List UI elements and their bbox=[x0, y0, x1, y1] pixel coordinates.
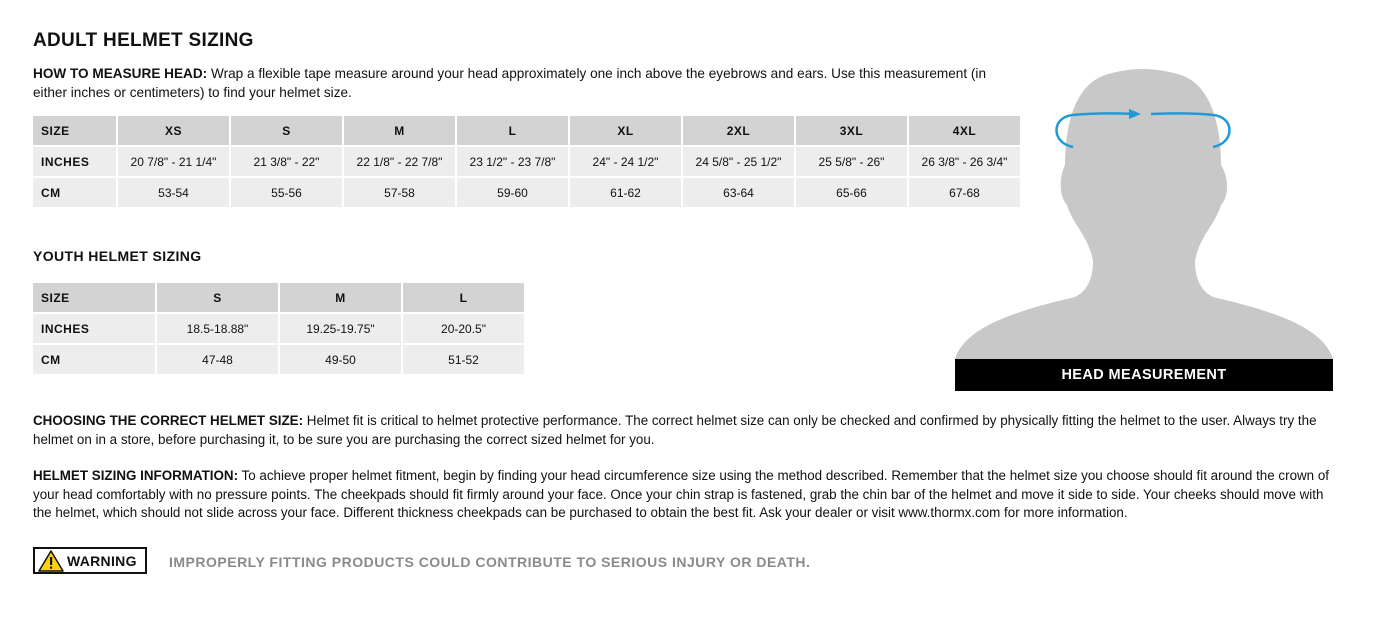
youth-cm-cell: 49-50 bbox=[280, 345, 401, 374]
warning-triangle-icon bbox=[38, 550, 64, 572]
head-measurement-label: HEAD MEASUREMENT bbox=[955, 359, 1333, 391]
adult-inches-cell: 26 3/8" - 26 3/4" bbox=[909, 147, 1020, 176]
youth-inches-cell: 18.5-18.88" bbox=[157, 314, 278, 343]
adult-size-table bbox=[31, 114, 1022, 209]
choosing-size-label: CHOOSING THE CORRECT HELMET SIZE: bbox=[33, 413, 304, 428]
adult-inches-cell: 24 5/8" - 25 1/2" bbox=[683, 147, 794, 176]
adult-cm-label: CM bbox=[33, 178, 116, 207]
youth-size-header-row bbox=[33, 283, 524, 312]
adult-size-cell: M bbox=[344, 116, 455, 145]
youth-size-cell: S bbox=[157, 283, 278, 312]
adult-size-cell: S bbox=[231, 116, 342, 145]
warning-badge bbox=[33, 547, 147, 574]
adult-size-label: SIZE bbox=[33, 116, 116, 145]
adult-cm-cell: 61-62 bbox=[570, 178, 681, 207]
adult-cm-cell: 65-66 bbox=[796, 178, 907, 207]
adult-size-cell: 3XL bbox=[796, 116, 907, 145]
youth-size-table bbox=[31, 281, 526, 376]
adult-size-cell: XS bbox=[118, 116, 229, 145]
adult-size-cell: XL bbox=[570, 116, 681, 145]
adult-inches-cell: 20 7/8" - 21 1/4" bbox=[118, 147, 229, 176]
page-title: ADULT HELMET SIZING bbox=[33, 30, 254, 51]
adult-inches-label: INCHES bbox=[33, 147, 116, 176]
adult-cm-cell: 59-60 bbox=[457, 178, 568, 207]
adult-inches-cell: 21 3/8" - 22" bbox=[231, 147, 342, 176]
adult-inches-cell: 25 5/8" - 26" bbox=[796, 147, 907, 176]
youth-section-title: YOUTH HELMET SIZING bbox=[33, 248, 202, 264]
sizing-info-label: HELMET SIZING INFORMATION: bbox=[33, 468, 239, 483]
warning-message: IMPROPERLY FITTING PRODUCTS COULD CONTRIBUTE TO SERIOUS INJURY OR DEATH. bbox=[169, 554, 811, 570]
adult-cm-cell: 55-56 bbox=[231, 178, 342, 207]
choosing-size-text: Helmet fit is critical to helmet protective performance. The correct helmet size can only be checked and confirmed by physically fitting the helmet to the user. Always try the helmet on in a store, before purchasing it, to be sure you are purchasing the correct sized helmet for you. bbox=[33, 413, 1317, 447]
adult-inches-cell: 23 1/2" - 23 7/8" bbox=[457, 147, 568, 176]
adult-cm-cell: 53-54 bbox=[118, 178, 229, 207]
adult-cm-cell: 67-68 bbox=[909, 178, 1020, 207]
head-silhouette bbox=[955, 69, 1333, 359]
adult-size-cell: L bbox=[457, 116, 568, 145]
youth-size-cell: M bbox=[280, 283, 401, 312]
adult-inches-cell: 24" - 24 1/2" bbox=[570, 147, 681, 176]
adult-inches-cell: 22 1/8" - 22 7/8" bbox=[344, 147, 455, 176]
how-to-measure-text: Wrap a flexible tape measure around your head approximately one inch above the eyebrows and ears. Use this measurement (in either inches or centimeters) to find your helmet size. bbox=[33, 66, 987, 100]
youth-cm-cell: 47-48 bbox=[157, 345, 278, 374]
sizing-info-text: To achieve proper helmet fitment, begin by finding your head circumference size using the method described. Remember that the helmet size you choose should fit around the crown of your head comfortably with no pressure points. The cheekpads should fit firmly around your face. Once your chin strap is fastened, grab the chin bar of the helmet and move it side to side. Your cheeks should move with the helmet, which should not slide across your face. Different thickness cheekpads can be purchased to obtain the best fit. Ask your dealer or visit www.thormx.com for more information. bbox=[33, 468, 1330, 520]
youth-inches-cell: 20-20.5" bbox=[403, 314, 524, 343]
adult-inches-row bbox=[33, 147, 1020, 176]
how-to-measure bbox=[33, 64, 993, 102]
adult-size-cell: 2XL bbox=[683, 116, 794, 145]
adult-size-cell: 4XL bbox=[909, 116, 1020, 145]
sizing-info-paragraph bbox=[33, 467, 1333, 523]
adult-cm-row bbox=[33, 178, 1020, 207]
adult-cm-cell: 57-58 bbox=[344, 178, 455, 207]
youth-size-label: SIZE bbox=[33, 283, 155, 312]
youth-inches-cell: 19.25-19.75" bbox=[280, 314, 401, 343]
youth-cm-cell: 51-52 bbox=[403, 345, 524, 374]
how-to-measure-label: HOW TO MEASURE HEAD: bbox=[33, 66, 208, 81]
head-measurement-illustration bbox=[955, 65, 1333, 391]
choosing-size-paragraph bbox=[33, 412, 1333, 449]
youth-cm-label: CM bbox=[33, 345, 155, 374]
warning-label: WARNING bbox=[67, 552, 137, 569]
youth-inches-row bbox=[33, 314, 524, 343]
adult-cm-cell: 63-64 bbox=[683, 178, 794, 207]
youth-size-cell: L bbox=[403, 283, 524, 312]
youth-inches-label: INCHES bbox=[33, 314, 155, 343]
youth-cm-row bbox=[33, 345, 524, 374]
adult-size-header-row bbox=[33, 116, 1020, 145]
